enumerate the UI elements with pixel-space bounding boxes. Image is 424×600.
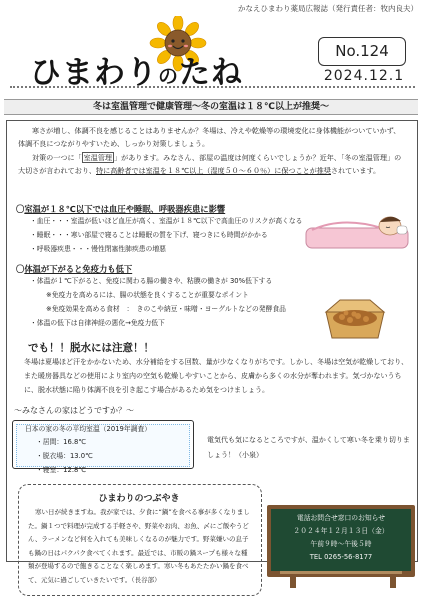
headline-banner: 冬は室温管理で健康管理～冬の室温は１８℃以上が推奨～ xyxy=(4,99,418,115)
notice-date: ２０２４年１２月１３日（金） xyxy=(293,527,389,535)
title-part-himawari: ひまわり xyxy=(30,55,158,91)
section1-prefix: 〇 xyxy=(16,204,25,214)
title-part-no: の xyxy=(158,64,179,88)
chalkboard-notice xyxy=(271,512,411,564)
title-part-tane: たね xyxy=(179,55,243,91)
list-item: ・体温が１℃下がると、免疫に関わる腸の働きや、粘膜の働きが 30%低下する xyxy=(30,277,273,285)
section2-lines xyxy=(30,274,286,330)
chalkboard-leg-left xyxy=(290,576,296,588)
list-item: ・呼吸器疾患・・・慢性閉塞性肺疾患の増悪 xyxy=(30,245,166,253)
publisher-line: かなえひまわり薬局広報誌（発行責任者：牧内良夫） xyxy=(238,4,418,13)
section1-bullets xyxy=(30,214,302,256)
dehydration-paragraph: 冬場は夏場ほど汗をかかないため、水分補給をする回数、量が少なくなりがちです。しかし、冬場は空気が乾燥しており、また暖房器具などの使用により室内の空気も乾燥しやすいことから、皮膚から多くの水分が奪われます。気づかないうちに、脱水状態に陥り体調不良を引き起こす場合があるため気をつけましょう。 xyxy=(24,358,409,395)
masthead-divider xyxy=(10,86,415,88)
temperature-box-title: 日本の家の冬の平均室温（2019年調査） xyxy=(25,425,152,433)
dehydration-warning-title: でも！！脱水には注意！！ xyxy=(28,342,154,354)
intro-p2-part-a: 対策の一つに「 xyxy=(32,152,82,162)
closing-note: 電気代も気になるところですが、温かくして寒い冬を乗り切りましょう！（小泉） xyxy=(207,436,410,459)
list-item: ・血圧・・・室温が低いほど血圧が高く、室温が１８℃以下で高血圧のリスクが高くなる xyxy=(30,217,303,225)
temperature-row-dressing: ・脱衣場：13.0℃ xyxy=(36,452,93,460)
issue-number: No.124 xyxy=(318,37,406,66)
intro-paragraph-1: 寒さが増し、体調不良を感じることはありませんか？冬場は、冷えや乾燥等の環境変化に身体機能がついていかず、体調不良につながりやすいため、しっかり対策しましょう。 xyxy=(18,126,401,149)
intro-p2-part-b: 」があります。みなさん、部屋の温度は何度くらいでしょうか？近年、「冬の室温管理」の大切さが言われており、 xyxy=(18,152,402,176)
temperature-row-bedroom: ・寝室：12.8℃ xyxy=(36,466,86,474)
temperature-row-living: ・居間：16.8℃ xyxy=(36,438,86,446)
chalkboard-leg-right xyxy=(390,576,396,588)
notice-title: 電話お問合せ窓口のお知らせ xyxy=(296,514,386,522)
question-heading: ～みなさんの家はどうですか？～ xyxy=(14,406,134,415)
column-body: 寒い日が続きますね。我が家では、夕食に“鍋”を食べる事が多くなりました。鍋１つで料理が完成する手軽さや、野菜やお肉、お魚、〆にご飯やうどん、ラーメンなど何を入れても美味しくなるのが魅力です。野菜嫌いの息子も鍋の日はパクパク食べてくれます。最近では、市販の鍋スープも様々な種類が登場するので飽きることなく楽しめます。寒い冬もあたたかい鍋を食べて、元気に過ごしていきたいです。（長谷部） xyxy=(28,508,250,584)
natto-illustration xyxy=(320,296,390,344)
intro-paragraph-2 xyxy=(18,151,406,178)
intro-text xyxy=(18,124,406,178)
list-item: ・睡眠・・・寒い部屋で寝ることは睡眠の質を下げ、寝つきにも時間がかかる xyxy=(30,231,268,239)
intro-p2-part-c: されています。 xyxy=(331,166,381,176)
recommendation-underlined: 特に高齢者では室温を１８℃以上（湿度５０～６０％）に保つことが推奨 xyxy=(96,166,331,176)
section1-title-text: 室温が１８℃以下では血圧や睡眠、呼吸器疾患に影響 xyxy=(24,204,226,214)
list-item: ※免疫効果を高める食材 ： きのこや納豆・味噌・ヨーグルトなどの発酵食品 xyxy=(46,305,286,313)
list-item: ・体温の低下は自律神経の悪化→免疫力低下 xyxy=(30,319,165,327)
sleeping-person-illustration xyxy=(302,206,412,252)
column-title: ひまわりのつぶやき xyxy=(98,494,180,504)
section2-title-text: 体温が下がると免疫力も低下 xyxy=(24,264,133,274)
issue-date: 2024.12.1 xyxy=(323,68,405,84)
notice-hours: 午前９時～午後５時 xyxy=(310,540,372,548)
chalkboard-tray xyxy=(280,571,402,574)
section2-prefix: 〇 xyxy=(16,264,25,274)
keyword-room-temperature: 室温管理 xyxy=(83,152,113,162)
list-item: ※免疫力を高めるには、腸の状態を良くすることが重要なポイント xyxy=(46,291,249,299)
notice-phone: TEL 0265-56-8177 xyxy=(309,553,373,561)
